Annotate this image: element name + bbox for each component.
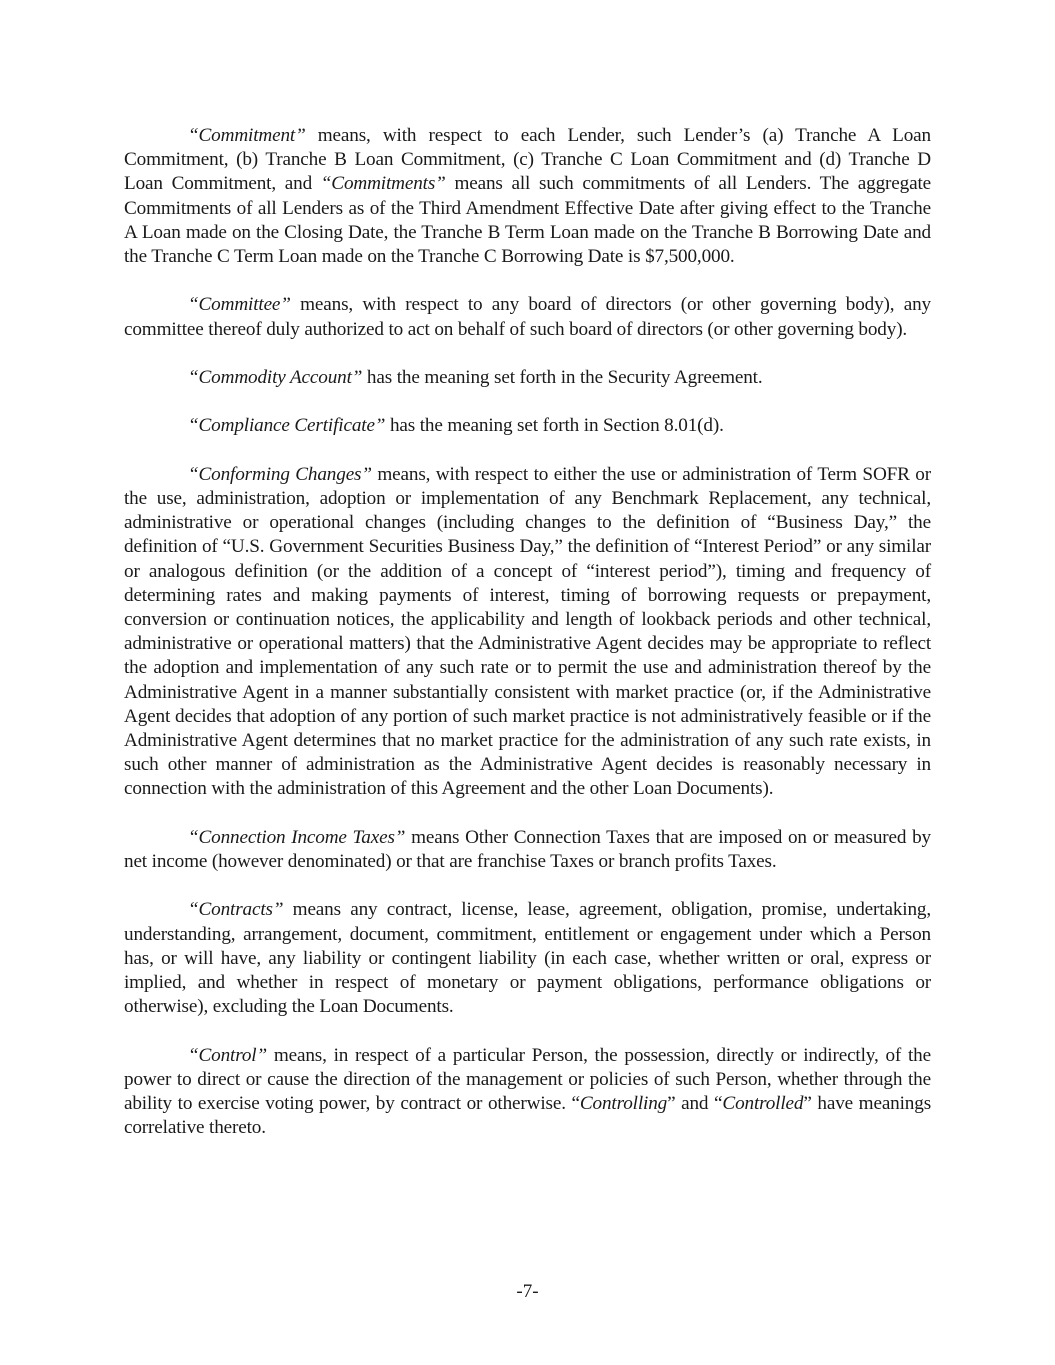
definition-text: means, with respect to any board of directors (or other governing body), any committee thereof duly authorized to act on behalf of such board of directors (or other governing body). xyxy=(124,294,931,340)
defined-term: “Commitment” xyxy=(188,125,306,146)
definition-text: ” and “ xyxy=(667,1093,723,1115)
definition-connection-income-taxes xyxy=(124,826,931,874)
defined-term: Controlled xyxy=(722,1093,804,1115)
definition-text: has the meaning set forth in Section 8.01(d). xyxy=(385,415,724,437)
definition-text: means, in respect of a particular Person, the possession, directly or indirectly, of the power to direct or cause the direction of the management or policies of such Person, whether through the ability to exercise voting power, by contract or otherwise. “ xyxy=(124,1044,931,1115)
definition-control xyxy=(124,1044,931,1141)
defined-term: “Compliance Certificate” xyxy=(188,415,386,437)
defined-term: “Commitments” xyxy=(320,173,446,195)
defined-term: “Connection Income Taxes” xyxy=(188,826,406,848)
defined-term: Controlling xyxy=(579,1093,668,1115)
definition-committee xyxy=(124,293,931,341)
definition-text: means, with respect to either the use or administration of Term SOFR or the use, administration, adoption or implementation of any Benchmark Replacement, any technical, administrative or operational changes (including changes to the definition of “Business Day,” the definition of “U.S. Government Securities Business Day,” the definition of “Interest Period” or any similar or analogous definition (or the addition of a concept of “interest period”), timing and frequency of determining rates and making payments of interest, timing of borrowing requests or prepayment, conversion or continuation notices, the applicability and length of lookback periods and other technical, administrative or operational matters) that the Administrative Agent decides may be appropriate to reflect the adoption and implementation of any such rate or to permit the use and administration thereof by the Administrative Agent in a manner substantially consistent with market practice (or, if the Administrative Agent decides that adoption of any portion of such market practice is not administratively feasible or if the Administrative Agent determines that no market practice for the administration of any such rate exists, in such other manner of administration as the Administrative Agent decides is reasonably necessary in connection with the administration of this Agreement and the other Loan Documents). xyxy=(124,463,931,800)
defined-term: “Committee” xyxy=(188,294,291,316)
page-number: -7- xyxy=(516,1281,539,1302)
definition-text: means, with respect to each Lender, such Lender’s (a) Tranche A Loan Commitment, (b) Tranche B Loan Commitment, (c) Tranche C Loan Commitment and (d) Tranche D Loan Commitment, and xyxy=(124,125,931,195)
definition-commitment xyxy=(124,124,931,269)
defined-term: “Conforming Changes” xyxy=(188,463,372,485)
definition-text: means any contract, license, lease, agreement, obligation, promise, undertaking, understanding, arrangement, document, commitment, entitlement or engagement under which a Person has, or will have, any liability or contingent liability (in each case, whether written or oral, express or implied, and whether in respect of monetary or payment obligations, performance obligations or otherwise), excluding the Loan Documents. xyxy=(124,899,931,1018)
defined-term: “Control” xyxy=(188,1044,267,1066)
definition-contracts xyxy=(124,898,931,1019)
document-page xyxy=(124,124,931,1165)
definition-conforming-changes xyxy=(124,463,931,802)
definition-commodity-account xyxy=(124,366,931,390)
definition-compliance-certificate xyxy=(124,414,931,438)
definition-text: means all such commitments of all Lenders. The aggregate Commitments of all Lenders as of the Third Amendment Effective Date after giving effect to the Tranche A Loan made on the Closing Date, the Tranche B Term Loan made on the Tranche B Borrowing Date and the Tranche C Term Loan made on the Tranche C Borrowing Date is $7,500,000. xyxy=(124,173,931,268)
defined-term: “Commodity Account” xyxy=(188,367,363,388)
defined-term: “Contracts” xyxy=(188,899,284,921)
definition-text: has the meaning set forth in the Security Agreement. xyxy=(362,367,763,388)
definition-text: means Other Connection Taxes that are imposed on or measured by net income (however denominated) or that are franchise Taxes or branch profits Taxes. xyxy=(124,826,931,873)
definition-text: ” have meanings correlative thereto. xyxy=(124,1093,932,1139)
